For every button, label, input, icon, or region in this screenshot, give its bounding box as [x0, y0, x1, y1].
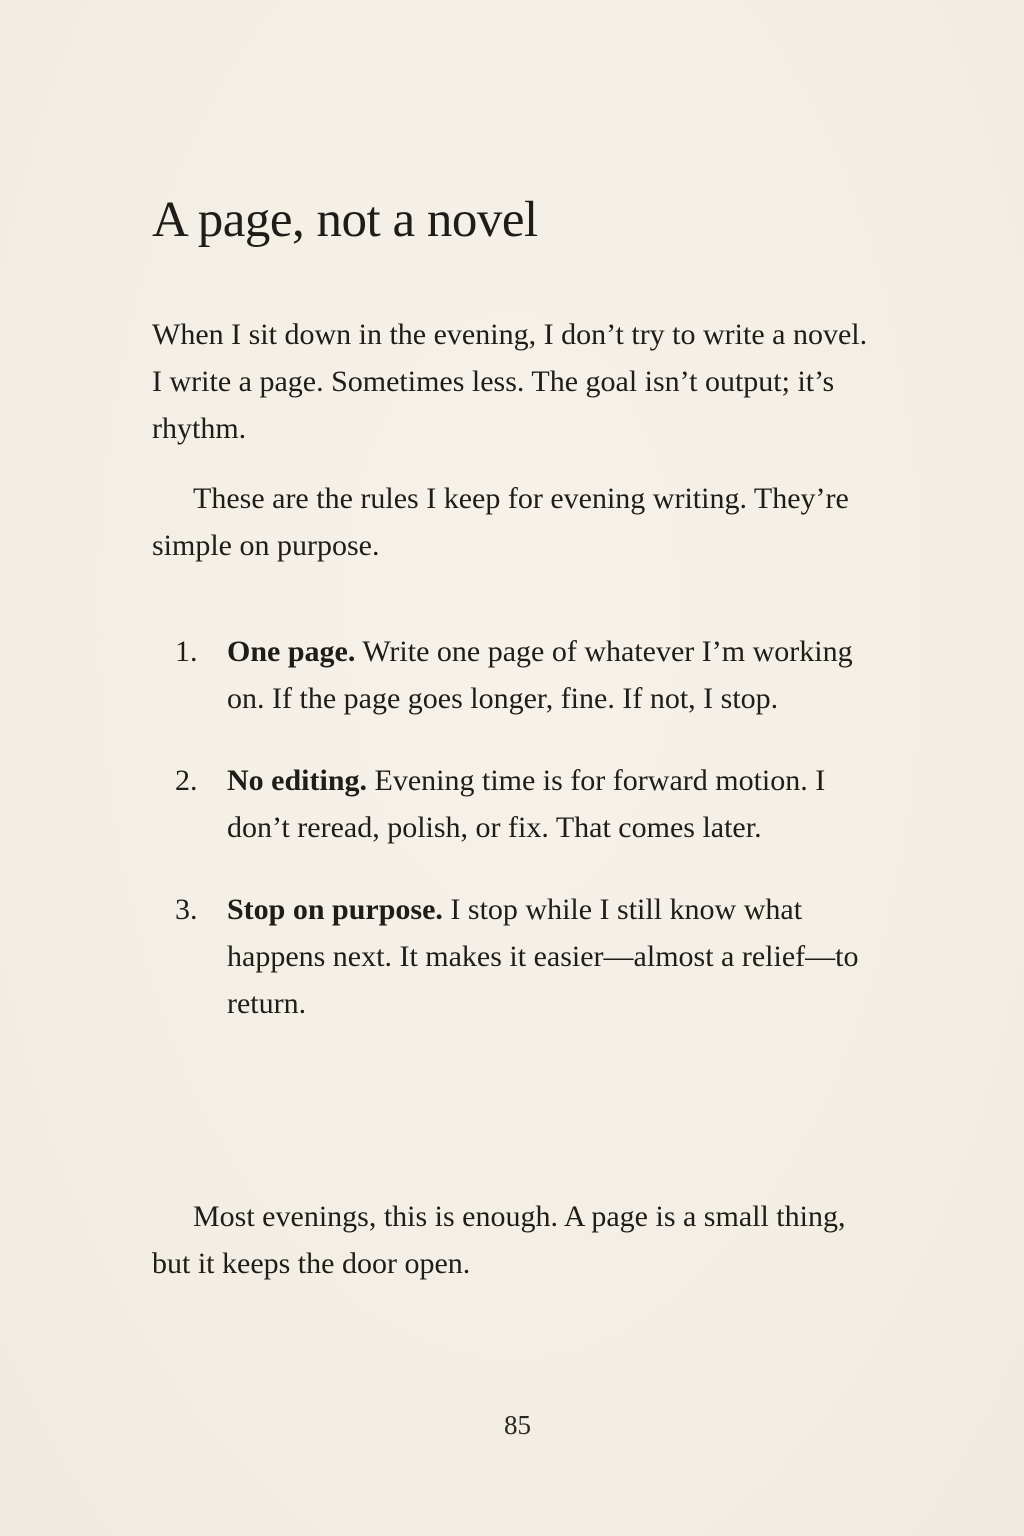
rule-number: 3.	[175, 893, 198, 926]
rule-text: Evening time is for forward motion. I don’t reread, polish, or fix. That comes later.	[227, 764, 826, 844]
intro-paragraph: When I sit down in the evening, I don’t try to write a novel. I write a page. Sometimes less. The goal isn’t output; it’s rhythm.	[152, 318, 868, 445]
rule-number: 1.	[175, 635, 198, 668]
rule-item	[152, 886, 872, 1027]
rule-title: Stop on purpose.	[227, 893, 443, 926]
rule-text: Write one page of whatever I’m working on. If the page goes longer, fine. If not, I stop.	[227, 635, 853, 715]
rule-item	[152, 628, 872, 722]
rule-number: 2.	[175, 764, 198, 797]
rule-text: I stop while I still know what happens next. It makes it easier—almost a relief—to return.	[227, 893, 859, 1020]
rules-list	[152, 628, 872, 1062]
chapter-heading: A page, not a novel	[152, 192, 538, 248]
rule-item	[152, 757, 872, 851]
rule-title: No editing.	[227, 764, 368, 797]
page-number: 85	[504, 1410, 531, 1440]
rules-intro-paragraph: These are the rules I keep for evening writing. They’re simple on purpose.	[152, 482, 849, 562]
closing-paragraph: Most evenings, this is enough. A page is a small thing, but it keeps the door open.	[152, 1200, 846, 1280]
rule-title: One page.	[227, 635, 356, 668]
